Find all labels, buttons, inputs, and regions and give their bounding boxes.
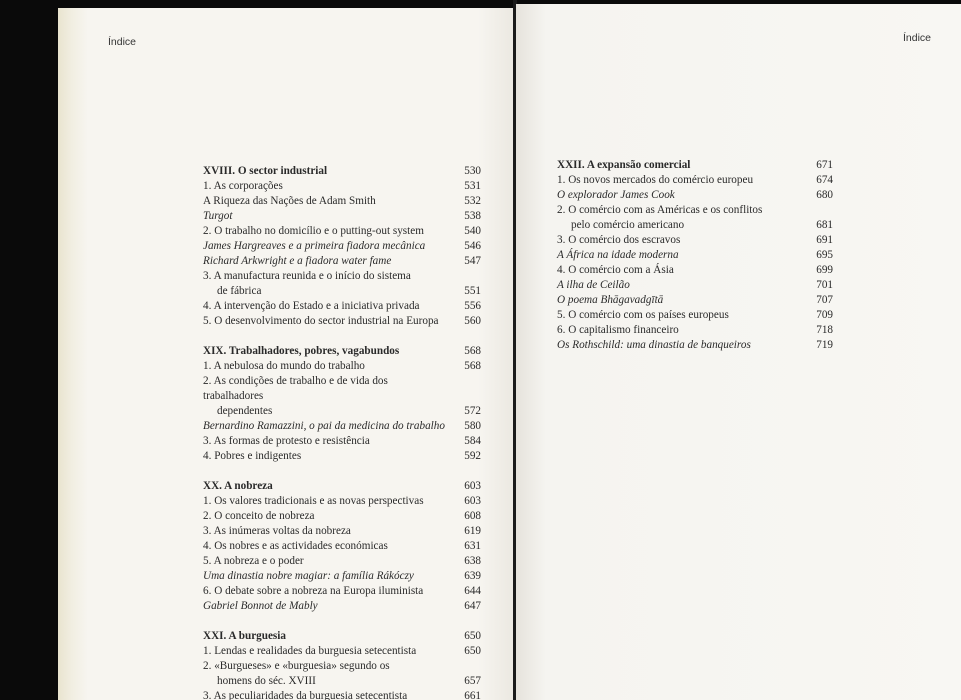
toc-entry bbox=[203, 314, 481, 329]
toc-entry bbox=[557, 188, 833, 203]
page-number: 718 bbox=[816, 324, 833, 336]
page-number: 619 bbox=[464, 525, 481, 537]
entry-title: 1. Os novos mercados do comércio europeu bbox=[557, 174, 754, 186]
page-number: 572 bbox=[464, 405, 481, 417]
page-number: 568 bbox=[464, 360, 481, 372]
toc-entry bbox=[203, 404, 481, 419]
toc-entry bbox=[203, 689, 481, 700]
entry-title: 2. As condições de trabalho e de vida dos trabalhadores bbox=[203, 375, 388, 402]
toc-chapter bbox=[203, 629, 481, 700]
chapter-heading bbox=[203, 629, 481, 644]
page-number: 556 bbox=[464, 300, 481, 312]
entry-title: James Hargreaves e a primeira fiadora mecânica bbox=[203, 240, 426, 252]
toc-entry bbox=[203, 269, 481, 284]
page-number: 560 bbox=[464, 315, 481, 327]
toc-entry bbox=[203, 554, 481, 569]
toc-entry bbox=[203, 209, 481, 224]
toc-entry bbox=[557, 278, 833, 293]
page-number: 701 bbox=[816, 279, 833, 291]
entry-title: 5. A nobreza e o poder bbox=[203, 555, 304, 567]
entry-title: pelo comércio americano bbox=[571, 219, 685, 231]
page-number: 592 bbox=[464, 450, 481, 462]
toc-entry bbox=[557, 338, 833, 353]
page-number: 547 bbox=[464, 255, 481, 267]
toc-entry bbox=[203, 434, 481, 449]
toc-chapter bbox=[557, 158, 833, 353]
toc-entry bbox=[203, 284, 481, 299]
entry-title: Bernardino Ramazzini, o pai da medicina do trabalho bbox=[203, 420, 445, 432]
entry-title: 2. «Burgueses» e «burguesia» segundo os bbox=[203, 660, 390, 672]
entry-title: 4. O comércio com a Ásia bbox=[557, 264, 674, 276]
toc-entry bbox=[203, 524, 481, 539]
toc-entry bbox=[203, 239, 481, 254]
entry-title: 2. O trabalho no domicílio e o putting-out system bbox=[203, 225, 424, 237]
entry-title: de fábrica bbox=[217, 285, 262, 297]
page-number: 691 bbox=[816, 234, 833, 246]
chapter-heading bbox=[203, 344, 481, 359]
page-number: 538 bbox=[464, 210, 481, 222]
page-number: 650 bbox=[464, 645, 481, 657]
page-number: 707 bbox=[816, 294, 833, 306]
entry-title: homens do séc. XVIII bbox=[217, 675, 316, 687]
entry-title: 3. As inúmeras voltas da nobreza bbox=[203, 525, 351, 537]
chapter-heading bbox=[557, 158, 833, 173]
page-number: 603 bbox=[464, 495, 481, 507]
toc-entry bbox=[203, 419, 481, 434]
toc-entry bbox=[203, 179, 481, 194]
toc-entry bbox=[203, 509, 481, 524]
entry-title: Gabriel Bonnot de Mably bbox=[203, 600, 318, 612]
entry-title: 6. O capitalismo financeiro bbox=[557, 324, 679, 336]
toc-entry bbox=[557, 248, 833, 263]
page-number: 531 bbox=[464, 180, 481, 192]
page-number: 661 bbox=[464, 690, 481, 700]
page-number: 540 bbox=[464, 225, 481, 237]
chapter-heading bbox=[203, 479, 481, 494]
entry-title: XXI. A burguesia bbox=[203, 630, 286, 642]
table-of-contents bbox=[557, 158, 833, 368]
page-number: 709 bbox=[816, 309, 833, 321]
entry-title: A Riqueza das Nações de Adam Smith bbox=[203, 195, 376, 207]
toc-entry bbox=[203, 584, 481, 599]
entry-title: 3. A manufactura reunida e o início do sistema bbox=[203, 270, 411, 282]
entry-title: 5. O comércio com os países europeus bbox=[557, 309, 729, 321]
toc-entry bbox=[203, 224, 481, 239]
page-number: 631 bbox=[464, 540, 481, 552]
chapter-heading bbox=[203, 164, 481, 179]
toc-entry bbox=[203, 599, 481, 614]
entry-title: A ilha de Ceilão bbox=[557, 279, 630, 291]
entry-title: 3. As peculiaridades da burguesia setecentista bbox=[203, 690, 408, 700]
entry-title: 2. O conceito de nobreza bbox=[203, 510, 315, 522]
toc-chapter bbox=[203, 344, 481, 464]
page-number: 568 bbox=[464, 345, 481, 357]
toc-entry bbox=[557, 323, 833, 338]
page-number: 695 bbox=[816, 249, 833, 261]
page-number: 530 bbox=[464, 165, 481, 177]
page-number: 699 bbox=[816, 264, 833, 276]
running-head: Índice bbox=[902, 32, 931, 44]
toc-entry bbox=[203, 299, 481, 314]
toc-entry bbox=[557, 293, 833, 308]
page-number: 657 bbox=[464, 675, 481, 687]
page-number: 603 bbox=[464, 480, 481, 492]
entry-title: 5. O desenvolvimento do sector industrial na Europa bbox=[203, 315, 439, 327]
entry-title: 1. Lendas e realidades da burguesia setecentista bbox=[203, 645, 417, 657]
page-number: 546 bbox=[464, 240, 481, 252]
entry-title: 3. As formas de protesto e resistência bbox=[203, 435, 370, 447]
toc-entry bbox=[557, 203, 833, 218]
page-number: 608 bbox=[464, 510, 481, 522]
toc-entry bbox=[203, 194, 481, 209]
toc-entry bbox=[203, 674, 481, 689]
toc-chapter bbox=[203, 479, 481, 614]
entry-title: O poema Bhāgavadgītā bbox=[557, 294, 664, 306]
left-page bbox=[58, 8, 514, 700]
toc-entry bbox=[557, 263, 833, 278]
entry-title: 6. O debate sobre a nobreza na Europa iluminista bbox=[203, 585, 424, 597]
toc-entry bbox=[557, 233, 833, 248]
toc-chapter bbox=[203, 164, 481, 329]
entry-title: XVIII. O sector industrial bbox=[203, 165, 328, 177]
entry-title: O explorador James Cook bbox=[557, 189, 675, 201]
entry-title: 1. A nebulosa do mundo do trabalho bbox=[203, 360, 365, 372]
running-head: Índice bbox=[108, 36, 137, 48]
toc-entry bbox=[203, 539, 481, 554]
page-number: 647 bbox=[464, 600, 481, 612]
page-number: 680 bbox=[816, 189, 833, 201]
page-number: 584 bbox=[464, 435, 481, 447]
entry-title: 2. O comércio com as Américas e os conflitos bbox=[557, 204, 763, 216]
toc-entry bbox=[203, 569, 481, 584]
page-number: 671 bbox=[816, 159, 833, 171]
toc-entry bbox=[203, 449, 481, 464]
entry-title: Os Rothschild: uma dinastia de banqueiros bbox=[557, 339, 751, 351]
toc-entry bbox=[203, 254, 481, 269]
entry-title: 3. O comércio dos escravos bbox=[557, 234, 681, 246]
toc-entry bbox=[557, 218, 833, 233]
toc-entry bbox=[203, 359, 481, 374]
page-number: 681 bbox=[816, 219, 833, 231]
page-number: 674 bbox=[816, 174, 833, 186]
toc-entry bbox=[557, 308, 833, 323]
entry-title: XX. A nobreza bbox=[203, 480, 273, 492]
toc-entry bbox=[203, 644, 481, 659]
entry-title: Richard Arkwright e a fiadora water fame bbox=[203, 255, 392, 267]
entry-title: XIX. Trabalhadores, pobres, vagabundos bbox=[203, 345, 400, 357]
entry-title: XXII. A expansão comercial bbox=[557, 159, 691, 171]
page-number: 719 bbox=[816, 339, 833, 351]
right-page bbox=[516, 4, 961, 700]
page-number: 580 bbox=[464, 420, 481, 432]
table-of-contents bbox=[203, 164, 481, 700]
toc-entry bbox=[203, 494, 481, 509]
entry-title: Turgot bbox=[203, 210, 233, 222]
entry-title: dependentes bbox=[217, 405, 273, 417]
page-number: 650 bbox=[464, 630, 481, 642]
entry-title: A África na idade moderna bbox=[557, 249, 679, 261]
entry-title: 1. As corporações bbox=[203, 180, 283, 192]
entry-title: 4. Pobres e indigentes bbox=[203, 450, 302, 462]
entry-title: 4. A intervenção do Estado e a iniciativa privada bbox=[203, 300, 420, 312]
entry-title: 1. Os valores tradicionais e as novas perspectivas bbox=[203, 495, 424, 507]
page-number: 532 bbox=[464, 195, 481, 207]
page-number: 551 bbox=[464, 285, 481, 297]
toc-entry bbox=[557, 173, 833, 188]
toc-entry bbox=[203, 374, 481, 404]
toc-entry bbox=[203, 659, 481, 674]
page-number: 644 bbox=[464, 585, 481, 597]
entry-title: 4. Os nobres e as actividades económicas bbox=[203, 540, 388, 552]
page-number: 638 bbox=[464, 555, 481, 567]
page-number: 639 bbox=[464, 570, 481, 582]
entry-title: Uma dinastia nobre magiar: a família Rákóczy bbox=[203, 570, 414, 582]
